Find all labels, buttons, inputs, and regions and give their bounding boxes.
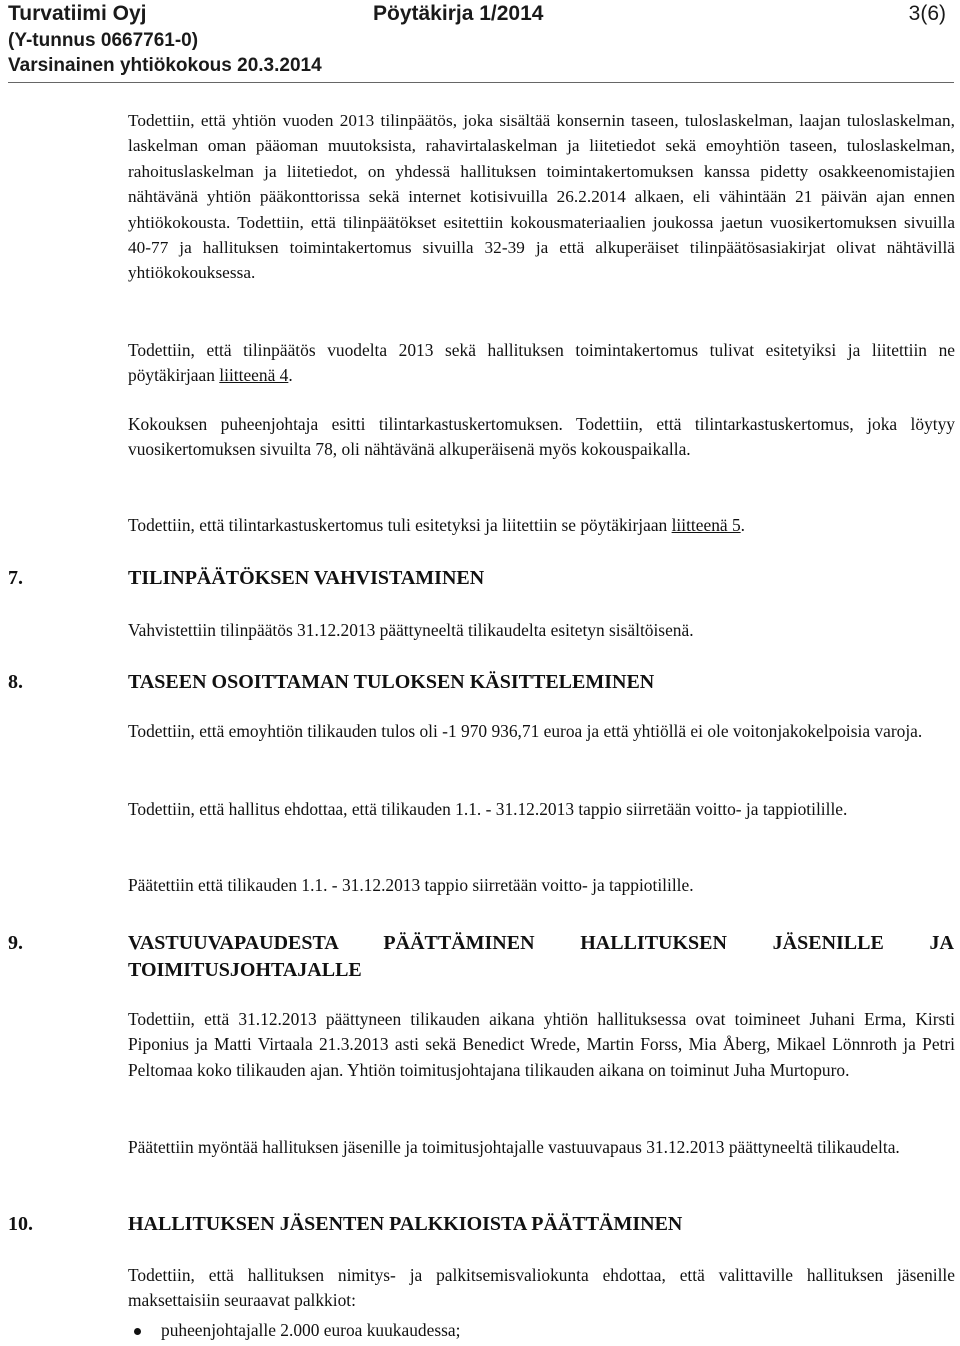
paragraph-board-members: Todettiin, että 31.12.2013 päättyneen tilikauden aikana yhtiön hallituksessa ovat toimineet Juhani Erma, Kirsti Piponius ja Matti Virtaala 21.3.2013 asti sekä Benedict Wrede, Martin Forss, Mia Åberg, Mikael Lönnroth ja Petri Peltomaa koko tilikauden ajan. Yhtiön toimitusjohtajana tilikauden aikana on toiminut Juha Murtopuro.: [128, 1009, 955, 1080]
section-number: 8.: [8, 671, 23, 693]
section-title: VASTUUVAPAUDESTA PÄÄTTÄMINEN HALLITUKSEN JÄSENILLE JA TOIMITUSJOHTAJALLE: [128, 932, 954, 981]
section-number: 10.: [8, 1213, 33, 1235]
business-id: (Y-tunnus 0667761-0): [8, 30, 199, 51]
company-name: Turvatiimi Oyj: [8, 2, 147, 25]
paragraph-audit-report: Kokouksen puheenjohtaja esitti tilintarkastuskertomuksen. Todettiin, että tilintarkastuskertomus, joka löytyy vuosikertomuksen sivuilta 78, oli nähtävänä alkuperäisenä myös kokouspaikalla.: [128, 414, 955, 460]
paragraph-attachment-4: [128, 338, 955, 389]
paragraph-confirmation: Vahvistettiin tilinpäätös 31.12.2013 päättyneeltä tilikaudelta esitetyn sisältöisenä.: [128, 620, 694, 640]
attachment-4-link[interactable]: liitteenä 4: [219, 365, 289, 386]
attachment-5-link[interactable]: liitteenä 5: [671, 515, 741, 535]
page-header: [8, 2, 954, 76]
section-title: HALLITUKSEN JÄSENTEN PALKKIOISTA PÄÄTTÄMINEN: [128, 1213, 683, 1235]
header-divider: [8, 82, 954, 83]
document-title: Pöytäkirja 1/2014: [373, 2, 544, 25]
list-item-text: puheenjohtajalle 2.000 euroa kuukaudessa;: [161, 1320, 461, 1340]
paragraph-result: Todettiin, että emoyhtiön tilikauden tulos oli -1 970 936,71 euroa ja että yhtiöllä ei ole voitonjakokelpoisia varoja.: [128, 721, 923, 741]
meeting-name: Varsinainen yhtiökokous 20.3.2014: [8, 55, 322, 76]
paragraph-text: Todettiin, että tilinpäätös vuodelta 2013 sekä hallituksen toimintakertomus tulivat esitetyiksi ja liitettiin ne pöytäkirjaan: [128, 340, 955, 386]
paragraph-attachment-5: [128, 513, 955, 538]
section-title: TASEEN OSOITTAMAN TULOKSEN KÄSITTELEMINEN: [128, 671, 655, 693]
paragraph-financial-statements: Todettiin, että yhtiön vuoden 2013 tilinpäätös, joka sisältää konsernin taseen, tuloslaskelman, laajan tuloslaskelman, laskelman oman pääoman muutoksista, rahavirtalaskelman ja liitetiedot sekä emoyhtiön taseen, tuloslaskelman, rahoituslaskelman ja liitetiedot, on yhdessä hallituksen toimintakertomuksen kanssa pidetty osakkeenomistajien nähtävänä yhtiön pääkonttorissa sekä internet kotisivuilla 26.2.2014 alkaen, eli vähintään 21 päivän ajan ennen yhtiökokousta. Todettiin, että tilinpäätökset esitettiin kokousmateriaalien joukossa jaetun vuosikertomuksen sivuilla 40-77 ja hallituksen toimintakertomus sivuilla 32-39 ja että alkuperäiset tilinpäätösasiakirjat olivat nähtävillä yhtiökokouksessa.: [128, 111, 955, 283]
paragraph-discharge: Päätettiin myöntää hallituksen jäsenille ja toimitusjohtajalle vastuuvapaus 31.12.2013 päättyneeltä tilikaudelta.: [128, 1137, 900, 1157]
paragraph-text: Todettiin, että tilintarkastuskertomus tuli esitetyksi ja liitettiin se pöytäkirjaan: [128, 515, 672, 535]
paragraph-board-proposal: Todettiin, että hallitus ehdottaa, että tilikauden 1.1. - 31.12.2013 tappio siirretään voitto- ja tappiotilille.: [128, 799, 848, 819]
paragraph-remuneration-proposal: Todettiin, että hallituksen nimitys- ja palkitsemisvaliokunta ehdottaa, että valittaville hallituksen jäsenille maksettaisiin seuraavat palkkiot:: [128, 1265, 955, 1311]
paragraph-period: .: [740, 515, 746, 535]
page-number: 3(6): [908, 2, 946, 25]
paragraph-period: .: [288, 365, 293, 386]
section-number: 7.: [8, 567, 23, 589]
section-number: 9.: [8, 932, 23, 954]
paragraph-decision: Päätettiin että tilikauden 1.1. - 31.12.2013 tappio siirretään voitto- ja tappiotilille.: [128, 875, 694, 895]
bullet-icon: [134, 1328, 141, 1335]
section-title: TILINPÄÄTÖKSEN VAHVISTAMINEN: [128, 567, 485, 589]
